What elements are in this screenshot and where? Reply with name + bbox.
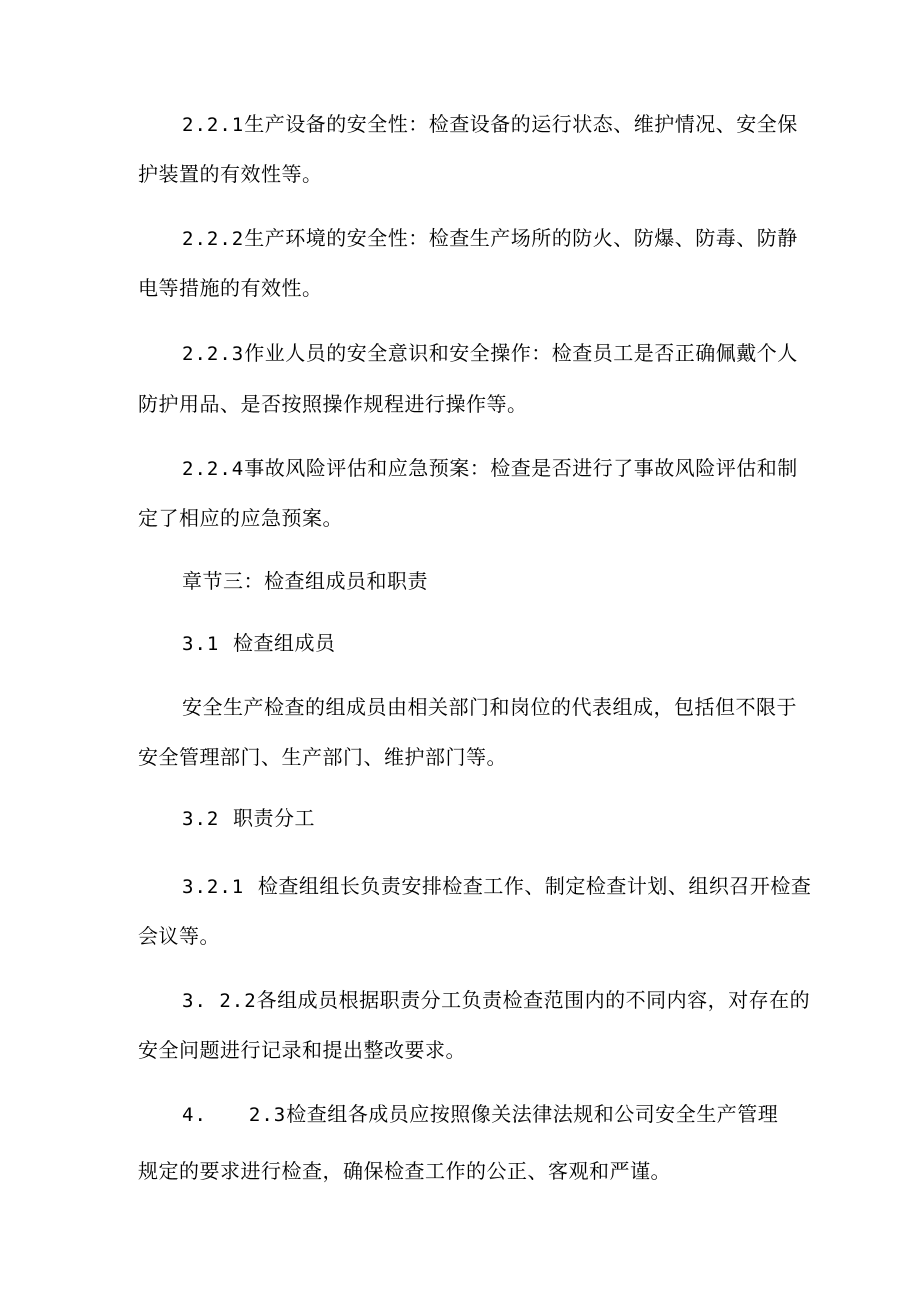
- item-2-3-line-2: 规定的要求进行检查，确保检查工作的公正、客观和严谨。: [138, 1159, 671, 1183]
- paragraph-2-2-4-line-2: 定了相应的应急预案。: [138, 506, 343, 530]
- item-3-2-2-line-2: 安全问题进行记录和提出整改要求。: [138, 1038, 466, 1062]
- paragraph-text: 生产设备的安全性：检查设备的运行状态、维护情况、安全保: [244, 112, 798, 136]
- paragraph-text: 事故风险评估和应急预案：检查是否进行了事故风险评估和制: [244, 456, 798, 480]
- item-3-2-1-line-1: [182, 873, 811, 900]
- section-3-1-heading: [182, 630, 336, 657]
- item-2-3-line-1: [182, 1101, 778, 1128]
- clause-number: 2.2.2: [182, 228, 245, 250]
- section-3-2-heading: [182, 805, 315, 832]
- chapter-3-heading: 章节三：检查组成员和职责: [182, 569, 428, 593]
- paragraph-2-2-3-line-1: [182, 340, 798, 367]
- section-3-1-body-line-1: 安全生产检查的组成员由相关部门和岗位的代表组成，包括但不限于: [182, 695, 797, 719]
- paragraph-2-2-4-line-1: [182, 455, 798, 482]
- section-3-1-body-line-2: 安全管理部门、生产部门、维护部门等。: [138, 745, 507, 769]
- list-marker: 4.: [182, 1104, 207, 1126]
- paragraph-2-2-1-line-2: 护装置的有效性等。: [138, 162, 323, 186]
- section-title: 检查组成员: [233, 631, 336, 655]
- section-number: 3.1: [182, 633, 220, 655]
- clause-number: 2.2.4: [182, 458, 245, 480]
- clause-number: 3. 2.2: [182, 990, 257, 1012]
- item-3-2-1-line-2: 会议等。: [138, 924, 220, 948]
- paragraph-2-2-1-line-1: [182, 111, 798, 138]
- paragraph-2-2-3-line-2: 防护用品、是否按照操作规程进行操作等。: [138, 392, 528, 416]
- section-number: 3.2: [182, 808, 220, 830]
- clause-number: 2.2.3: [182, 343, 245, 365]
- paragraph-text: 各组成员根据职责分工负责检查范围内的不同内容，对存在的: [256, 988, 811, 1012]
- paragraph-2-2-2-line-2: 电等措施的有效性。: [138, 276, 323, 300]
- item-3-2-2-line-1: [182, 987, 810, 1014]
- section-title: 职责分工: [233, 806, 316, 830]
- paragraph-2-2-2-line-1: [182, 225, 798, 252]
- paragraph-text: 检查组组长负责安排检查工作、制定检查计划、组织召开检查: [257, 874, 812, 898]
- paragraph-text: 作业人员的安全意识和安全操作：检查员工是否正确佩戴个人: [244, 341, 798, 365]
- clause-number: 3.2.1: [182, 876, 245, 898]
- paragraph-text: 检查组各成员应按照像关法律法规和公司安全生产管理: [286, 1102, 779, 1126]
- clause-number: 2.2.1: [182, 114, 245, 136]
- paragraph-text: 生产环境的安全性：检查生产场所的防火、防爆、防毒、防静: [244, 226, 798, 250]
- clause-number: 2.3: [248, 1104, 287, 1126]
